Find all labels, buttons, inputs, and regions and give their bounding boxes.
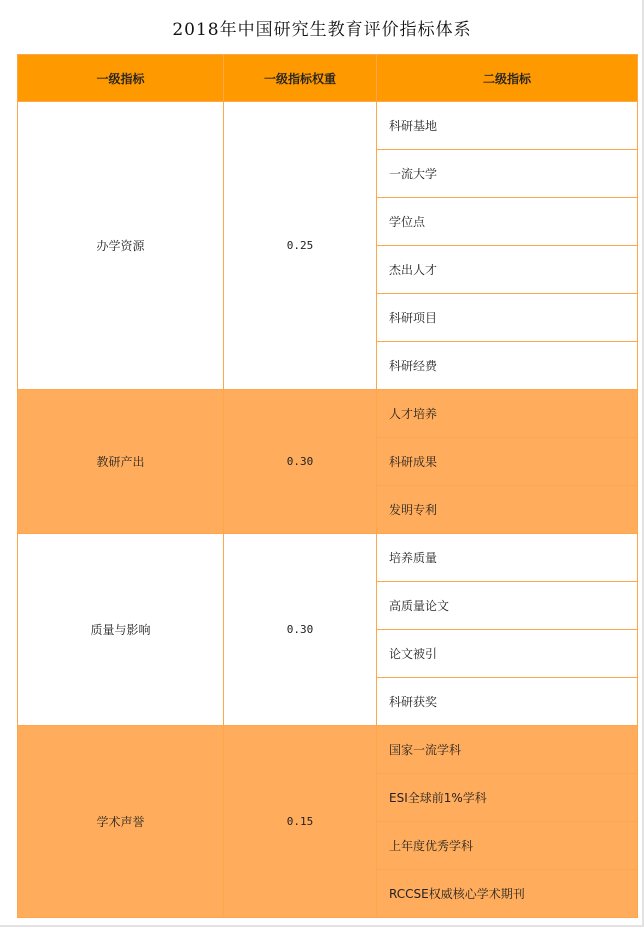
level2-cell: 科研基地 xyxy=(377,102,638,150)
page-title: 2018年中国研究生教育评价指标体系 xyxy=(172,19,472,40)
level2-cell: 发明专利 xyxy=(377,486,638,534)
weight-cell: 0.25 xyxy=(224,102,377,390)
level2-cell: 高质量论文 xyxy=(377,582,638,630)
table-row xyxy=(18,102,638,150)
level2-cell: 一流大学 xyxy=(377,150,638,198)
level1-cell: 教研产出 xyxy=(18,390,224,534)
weight-cell: 0.15 xyxy=(224,726,377,918)
level2-cell: 科研项目 xyxy=(377,294,638,342)
weight-cell: 0.30 xyxy=(224,534,377,726)
table-row xyxy=(18,726,638,774)
level2-cell: 杰出人才 xyxy=(377,246,638,294)
level2-cell: 科研经费 xyxy=(377,342,638,390)
level2-cell: 上年度优秀学科 xyxy=(377,822,638,870)
level1-cell: 办学资源 xyxy=(18,102,224,390)
header-level1: 一级指标 xyxy=(18,55,224,102)
weight-cell: 0.30 xyxy=(224,390,377,534)
level2-cell: 科研成果 xyxy=(377,438,638,486)
table-row xyxy=(18,390,638,438)
level2-cell: 国家一流学科 xyxy=(377,726,638,774)
header-level2: 二级指标 xyxy=(377,55,638,102)
level2-cell: 论文被引 xyxy=(377,630,638,678)
header-weight: 一级指标权重 xyxy=(224,55,377,102)
level2-cell: RCCSE权威核心学术期刊 xyxy=(377,870,638,918)
table-header-row xyxy=(18,55,638,102)
level1-cell: 学术声誉 xyxy=(18,726,224,918)
level2-cell: ESI全球前1%学科 xyxy=(377,774,638,822)
level2-cell: 科研获奖 xyxy=(377,678,638,726)
level2-cell: 人才培养 xyxy=(377,390,638,438)
indicator-table xyxy=(17,54,638,918)
level1-cell: 质量与影响 xyxy=(18,534,224,726)
level2-cell: 学位点 xyxy=(377,198,638,246)
table-row xyxy=(18,534,638,582)
level2-cell: 培养质量 xyxy=(377,534,638,582)
